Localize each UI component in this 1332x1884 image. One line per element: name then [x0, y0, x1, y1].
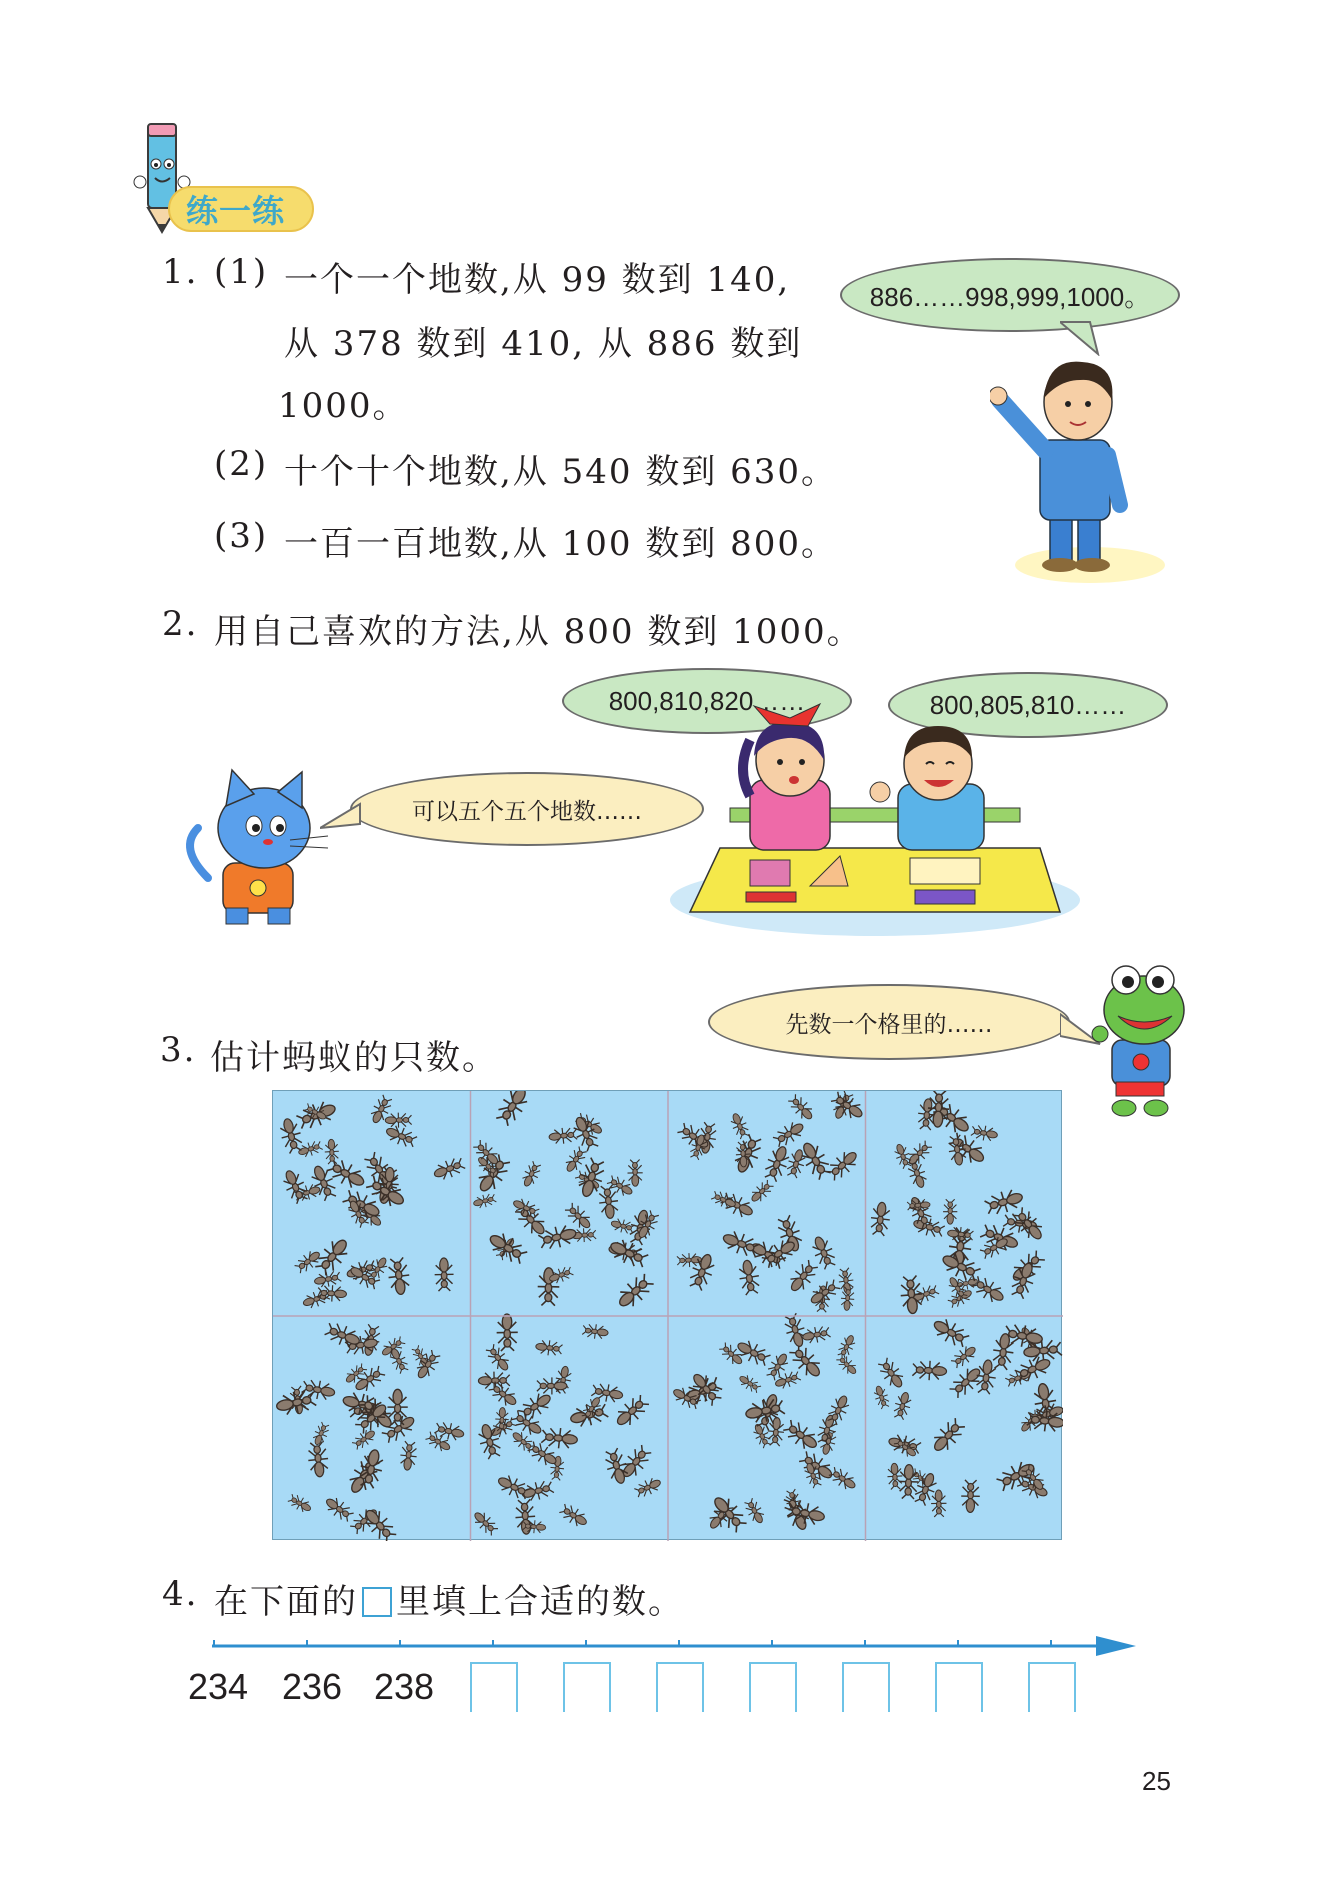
ant-icon	[912, 1360, 947, 1381]
ant-icon	[307, 1441, 330, 1478]
ant-icon	[383, 1122, 418, 1150]
ant-icon	[907, 1198, 931, 1213]
q4-text-before: 在下面的	[214, 1582, 358, 1622]
ant-icon	[872, 1384, 892, 1410]
ant-icon	[737, 1259, 762, 1296]
ant-icon	[313, 1269, 342, 1289]
ant-icon	[801, 1324, 831, 1345]
ant-icon	[786, 1092, 817, 1123]
number-line	[200, 1632, 1150, 1662]
ant-icon	[535, 1339, 563, 1357]
ant-icon	[961, 1480, 980, 1513]
ant-icon	[562, 1145, 589, 1175]
ant-icon	[493, 1091, 533, 1128]
ant-icon	[785, 1258, 821, 1296]
ant-icon	[912, 1214, 946, 1239]
ant-icon	[324, 1139, 339, 1164]
answer-box[interactable]	[842, 1662, 890, 1712]
ant-icon	[892, 1142, 914, 1170]
ant-icon	[558, 1501, 591, 1530]
boy-bubble-text: 800,805,810……	[929, 689, 1127, 720]
ant-icon	[887, 1463, 903, 1490]
ant-icon	[293, 1247, 324, 1275]
ant-icon	[767, 1417, 786, 1447]
q4-instruction	[214, 1574, 684, 1623]
frog-speech-bubble	[708, 984, 1070, 1060]
ant-icon	[970, 1273, 1008, 1307]
ant-field	[273, 1091, 1063, 1541]
ant-icon	[892, 1390, 914, 1420]
inline-box-icon	[362, 1587, 392, 1617]
q1-part1-line3: 1000。	[278, 386, 409, 426]
ant-icon	[782, 1312, 809, 1349]
number-line-label: 234	[188, 1666, 249, 1707]
ant-icon	[899, 1275, 924, 1314]
ant-icon	[322, 1494, 355, 1525]
ant-icon	[928, 1416, 968, 1457]
q1-speech-bubble	[840, 258, 1180, 332]
ant-grid	[272, 1090, 1062, 1540]
section-title-badge	[168, 186, 314, 232]
ant-icon	[563, 1201, 595, 1233]
q1-part1-line2: 从 378 数到 410, 从 886 数到	[284, 324, 803, 364]
q1-part2-label: (2)	[214, 444, 269, 484]
ant-icon	[496, 1314, 518, 1351]
q1-part2-text: 十个十个地数,从 540 数到 630。	[284, 452, 838, 492]
frog-illustration	[1090, 958, 1190, 1118]
q1-part3-text: 一百一百地数,从 100 数到 800。	[284, 524, 838, 564]
children-at-desk-illustration	[670, 700, 1080, 940]
answer-box[interactable]	[935, 1662, 983, 1712]
q1-number: 1.	[162, 252, 199, 292]
q4-text-after: 里填上合适的数。	[396, 1582, 684, 1622]
q3-text: 估计蚂蚁的只数。	[210, 1038, 498, 1078]
ant-icon	[728, 1111, 751, 1140]
ant-icon	[905, 1158, 929, 1190]
q2-text: 用自己喜欢的方法,从 800 数到 1000。	[214, 612, 863, 652]
ant-icon	[809, 1234, 839, 1271]
answer-box[interactable]	[563, 1662, 611, 1712]
q3-number: 3.	[160, 1030, 197, 1070]
q1-part1-line1: 一个一个地数,从 99 数到 140,	[284, 260, 791, 300]
ant-icon	[541, 1426, 578, 1450]
ant-icon	[548, 1126, 577, 1145]
ant-icon	[983, 1186, 1025, 1217]
ant-icon	[719, 1190, 756, 1222]
number-line-label: 238	[374, 1666, 435, 1707]
ant-icon	[514, 1499, 536, 1535]
ant-icon	[399, 1441, 418, 1471]
ant-icon	[686, 1251, 718, 1292]
ant-icon	[582, 1323, 609, 1341]
q1-bubble-text: 886……998,999,1000。	[869, 281, 1151, 312]
blue-cat-illustration	[178, 768, 338, 928]
ant-icon	[764, 1350, 792, 1382]
ant-icon	[737, 1372, 763, 1395]
ant-icon	[748, 1178, 776, 1206]
q1-part1-label: (1)	[214, 252, 269, 292]
ant-icon	[708, 1491, 750, 1535]
ant-icon	[710, 1189, 738, 1212]
number-line-label: 236	[282, 1666, 343, 1707]
ant-icon	[807, 1277, 842, 1309]
page-number: 25	[1142, 1766, 1171, 1796]
answer-box[interactable]	[656, 1662, 704, 1712]
ant-icon	[931, 1490, 947, 1517]
ant-icon	[840, 1287, 855, 1311]
q4-number: 4.	[162, 1574, 199, 1614]
ant-icon	[781, 1417, 822, 1454]
boy-pointing-illustration	[990, 340, 1170, 590]
ant-icon	[771, 1118, 807, 1150]
ant-icon	[949, 1342, 979, 1370]
q2-number: 2.	[162, 604, 199, 644]
girl-bubble-text: 800,810,820……	[608, 685, 806, 716]
frog-bubble-text: 先数一个格里的……	[785, 1011, 993, 1038]
ant-icon	[485, 1228, 529, 1267]
ant-icon	[385, 1112, 412, 1127]
ant-icon	[835, 1333, 858, 1360]
ant-icon	[875, 1356, 907, 1392]
ant-icon	[470, 1508, 500, 1537]
ant-icon	[869, 1201, 892, 1236]
ant-icon	[597, 1184, 620, 1219]
ant-icon	[742, 1497, 767, 1526]
ant-icon	[824, 1146, 862, 1183]
q1-part3-label: (3)	[214, 516, 269, 556]
section-title: 练一练	[186, 192, 286, 230]
answer-box[interactable]	[749, 1662, 797, 1712]
ant-icon	[613, 1271, 656, 1313]
ant-icon	[761, 1143, 793, 1183]
ant-icon	[930, 1314, 972, 1350]
ant-icon	[472, 1192, 497, 1210]
ant-icon	[386, 1257, 411, 1296]
ant-icon	[287, 1492, 314, 1515]
ant-icon	[431, 1155, 466, 1183]
cat-bubble-text: 可以五个五个地数……	[412, 798, 642, 825]
ant-icon	[970, 1124, 998, 1143]
cat-speech-bubble	[350, 772, 704, 846]
answer-box[interactable]	[470, 1662, 518, 1712]
ant-icon	[633, 1475, 663, 1500]
ant-icon	[835, 1352, 860, 1377]
ant-icon	[434, 1258, 453, 1291]
ant-icon	[478, 1371, 510, 1389]
ant-icon	[773, 1369, 802, 1391]
ant-icon	[943, 1199, 957, 1224]
ant-icon	[519, 1160, 543, 1189]
answer-box[interactable]	[1028, 1662, 1076, 1712]
ant-icon	[827, 1465, 859, 1494]
ant-icon	[627, 1159, 643, 1186]
